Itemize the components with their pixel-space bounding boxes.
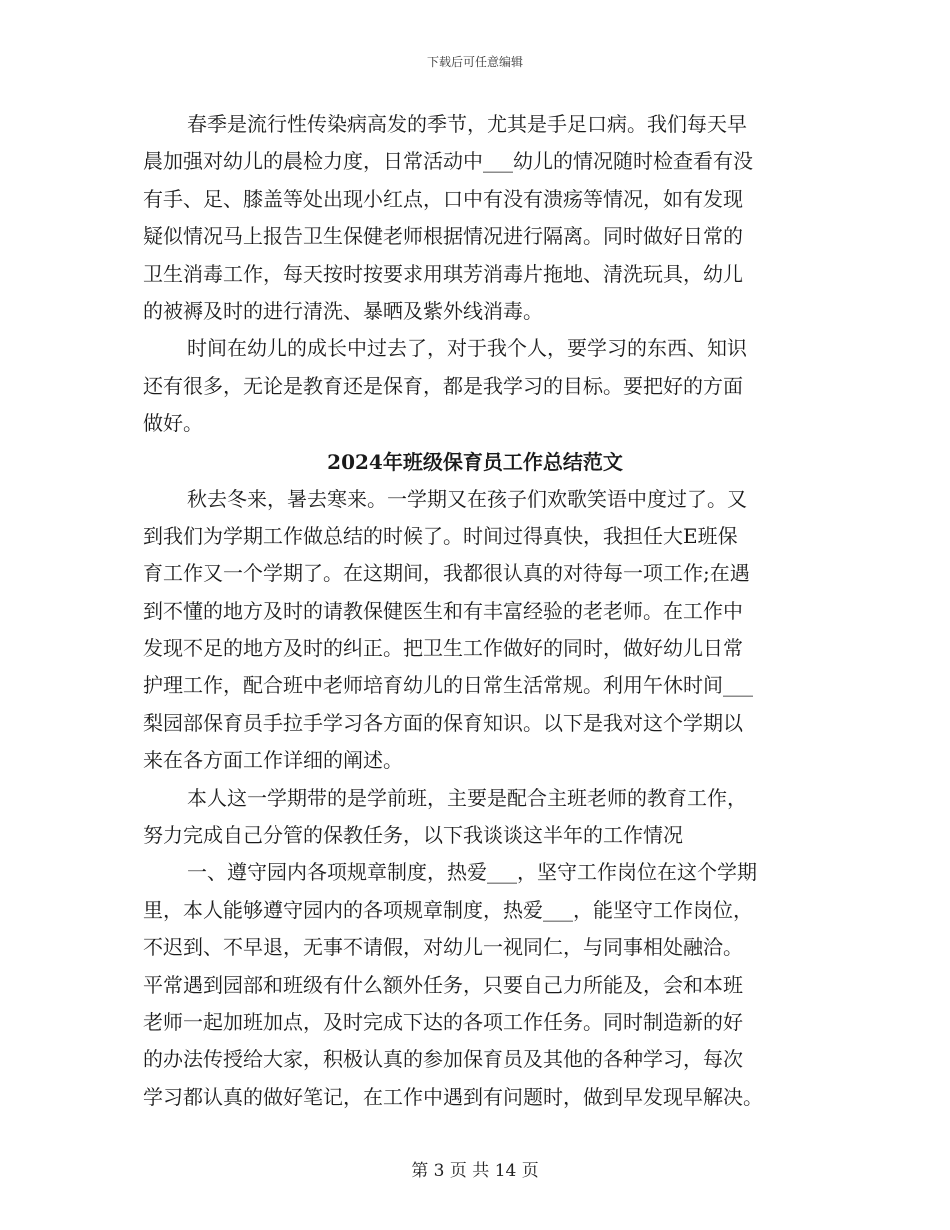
text-line: 卫生消毒工作，每天按时按要求用琪芳消毒片拖地、清洗玩具，幼儿: [143, 261, 743, 286]
text-line: 梨园部保育员手拉手学习各方面的保育知识。以下是我对这个学期以: [143, 710, 743, 735]
text-line: 学习都认真的做好笔记，在工作中遇到有问题时，做到早发现早解决。: [143, 1084, 763, 1109]
text-line: 育工作又一个学期了。在这期间，我都很认真的对待每一项工作;在遇: [143, 561, 750, 586]
text-line: 老师一起加班加点，及时完成下达的各项工作任务。同时制造新的好: [143, 1009, 743, 1034]
text-line: 发现不足的地方及时的纠正。把卫生工作做好的同时，做好幼儿日常: [143, 636, 743, 661]
paragraph: [143, 330, 807, 442]
header-note: 下载后可任意编辑: [426, 55, 523, 69]
text-line: 到不懂的地方及时的请教保健医生和有丰富经验的老老师。在工作中: [143, 598, 743, 623]
text-line: 到我们为学期工作做总结的时候了。时间过得真快，我担任大E班保: [143, 523, 738, 548]
section-title: 2024年班级保育员工作总结范文: [327, 449, 623, 474]
text-line: 护理工作，配合班中老师培育幼儿的日常生活常规。利用午休时间___: [143, 673, 753, 698]
text-line: 里，本人能够遵守园内的各项规章制度，热爱___，能坚守工作岗位，: [143, 897, 753, 922]
text-line: 来在各方面工作详细的阐述。: [143, 748, 403, 773]
text-line: 春季是流行性传染病高发的季节，尤其是手足口病。我们每天早: [187, 112, 747, 136]
paragraph: [143, 780, 807, 855]
text-line: 不迟到、不早退，无事不请假，对幼儿一视同仁，与同事相处融洽。: [143, 935, 743, 960]
text-line: 的被褥及时的进行清洗、暴晒及紫外线消毒。: [143, 298, 543, 323]
document-body: [143, 106, 807, 1116]
text-line: 有手、足、膝盖等处出现小红点，口中有没有溃疡等情况，如有发现: [143, 186, 743, 211]
text-line: 秋去冬来，暑去寒来。一学期又在孩子们欢歌笑语中度过了。又: [187, 486, 747, 511]
text-line: 晨加强对幼儿的晨检力度，日常活动中___幼儿的情况随时检查看有没: [143, 149, 753, 174]
paragraph: [143, 106, 807, 330]
text-line: 本人这一学期带的是学前班，主要是配合主班老师的教育工作，: [187, 785, 747, 810]
text-line: 疑似情况马上报告卫生保健老师根据情况进行隔离。同时做好日常的: [143, 224, 743, 249]
text-line: 时间在幼儿的成长中过去了，对于我个人，要学习的东西、知识: [187, 336, 747, 361]
text-line: 的办法传授给大家，积极认真的参加保育员及其他的各种学习，每次: [143, 1047, 743, 1072]
text-line: 努力完成自己分管的保教任务，以下我谈谈这半年的工作情况: [143, 823, 683, 848]
text-line: 做好。: [143, 411, 203, 436]
paragraph: [143, 481, 807, 780]
text-line: 一、遵守园内各项规章制度，热爱___，坚守工作岗位在这个学期: [187, 860, 757, 885]
text-line: 平常遇到园部和班级有什么额外任务，只要自己力所能及，会和本班: [143, 972, 743, 997]
page-number: 第 3 页 共 14 页: [411, 1161, 539, 1181]
text-line: 还有很多，无论是教育还是保育，都是我学习的目标。要把好的方面: [143, 373, 743, 398]
paragraph: [143, 854, 807, 1116]
